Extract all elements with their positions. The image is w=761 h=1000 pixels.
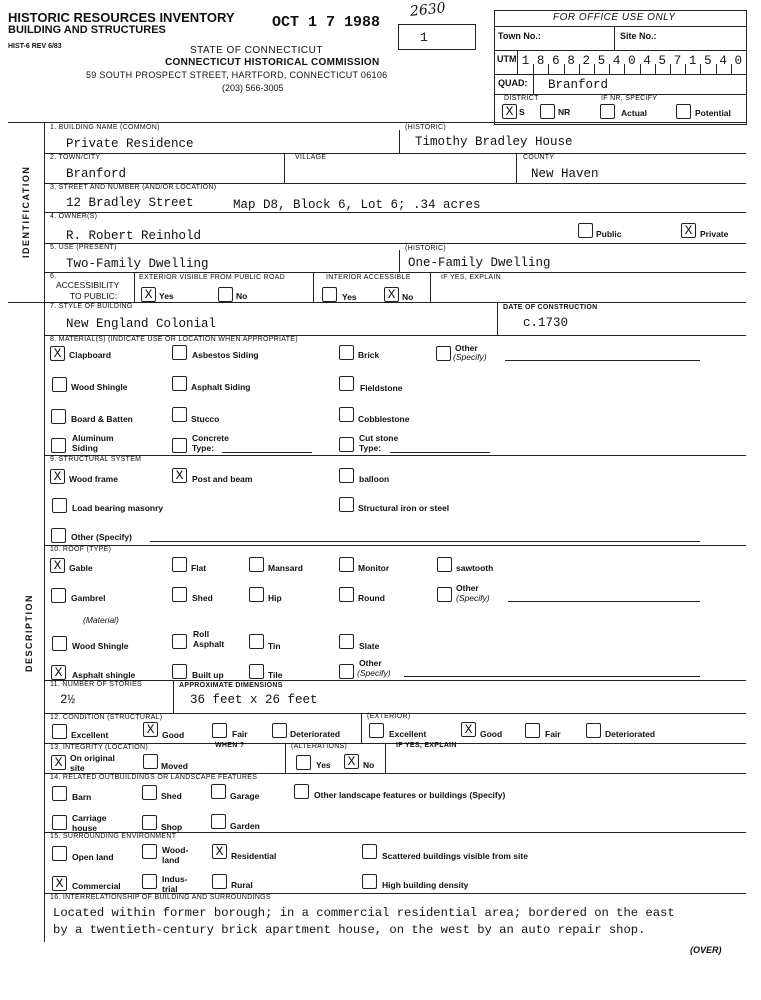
ext-excellent-label: Excellent <box>389 729 427 739</box>
material-other-label: Other <box>455 343 478 353</box>
structural-other-checkbox[interactable] <box>51 528 66 543</box>
form-subtitle: BUILDING AND STRUCTURES <box>8 24 166 36</box>
ext-good-label: Good <box>480 729 503 739</box>
utm-digit: 4 <box>719 54 727 68</box>
scattered-buildings-label: Scattered buildings visible from site <box>382 851 528 861</box>
industrial-label: Indus- <box>162 874 188 884</box>
flat-label: Flat <box>191 563 207 573</box>
use-historic-label: (HISTORIC) <box>405 245 446 252</box>
utm-cell-divider <box>594 64 595 74</box>
original-site-label: On original <box>70 753 115 763</box>
nr-actual-label: Actual <box>621 108 647 118</box>
int-no-checkbox[interactable]: X <box>384 287 399 302</box>
residential-label: Residential <box>231 851 277 861</box>
received-date-stamp: OCT 1 7 1988 <box>272 14 381 31</box>
rural-label: Rural <box>231 880 253 890</box>
village-label: VILLAGE <box>295 154 327 161</box>
utm-digit: 5 <box>658 54 667 68</box>
utm-digit: 6 <box>552 54 560 68</box>
style-value: New England Colonial <box>66 317 217 331</box>
round-checkbox[interactable] <box>339 587 354 602</box>
ext-deteriorated-label: Deteriorated <box>605 729 656 739</box>
street-value: 12 Bradley Street <box>66 196 194 210</box>
nr-actual-checkbox[interactable] <box>600 104 615 119</box>
tile-label: Tile <box>268 670 283 680</box>
brick-label: Brick <box>358 350 380 360</box>
map-block-lot: Map D8, Block 6, Lot 6; .34 acres <box>233 198 481 212</box>
int-yes-checkbox[interactable] <box>322 287 337 302</box>
other-landscape-checkbox[interactable] <box>294 784 309 799</box>
wood-frame-checkbox[interactable]: X <box>50 469 65 484</box>
industrial-label-2: trial <box>162 884 178 894</box>
field12-label: 12. CONDITION (STRUCTURAL) <box>50 714 163 721</box>
field6-label: 6. <box>50 273 57 280</box>
balloon-checkbox[interactable] <box>339 468 354 483</box>
asphalt-shingle-label: Asphalt shingle <box>72 670 136 680</box>
utm-cell-divider <box>700 64 701 74</box>
original-site-checkbox[interactable]: X <box>51 755 66 770</box>
hip-label: Hip <box>268 593 282 603</box>
interior-accessible-label: INTERIOR ACCESSIBLE <box>326 274 411 281</box>
alterations-yes-checkbox[interactable] <box>296 755 311 770</box>
exterior-visible-label: EXTERIOR VISIBLE FROM PUBLIC ROAD <box>139 274 286 281</box>
use-historic-value: One-Family Dwelling <box>408 256 551 270</box>
quad-label: QUAD: <box>498 78 528 88</box>
struct-excellent-checkbox[interactable] <box>52 724 67 739</box>
asphalt-siding-label: Asphalt Siding <box>191 382 251 392</box>
commercial-checkbox[interactable]: X <box>52 876 67 891</box>
utm-cell-divider <box>533 64 534 74</box>
owner-value: R. Robert Reinhold <box>66 229 202 243</box>
utm-digit: 0 <box>628 54 636 68</box>
utm-cell-divider <box>609 64 610 74</box>
roof-wood-shingle-label: Wood Shingle <box>72 641 129 651</box>
ext-fair-checkbox[interactable] <box>525 723 540 738</box>
utm-cell-divider <box>655 64 656 74</box>
utm-cell-divider <box>579 64 580 74</box>
clapboard-label: Clapboard <box>69 350 112 360</box>
moved-checkbox[interactable] <box>143 754 158 769</box>
roof-wood-shingle-checkbox[interactable] <box>52 636 67 651</box>
mansard-label: Mansard <box>268 563 303 573</box>
carriage-house-checkbox[interactable] <box>52 815 67 830</box>
tin-checkbox[interactable] <box>249 634 264 649</box>
field3-label: 3. STREET AND NUMBER (AND/OR LOCATION) <box>50 184 217 191</box>
roof-material-other-checkbox[interactable] <box>339 664 354 679</box>
field9-label: 9. STRUCTURAL SYSTEM <box>50 456 142 463</box>
other-landscape-label: Other landscape features or buildings (Specify) <box>314 790 506 800</box>
moved-label: Moved <box>161 761 188 771</box>
board-batten-checkbox[interactable] <box>51 409 66 424</box>
field1-label: 1. BUILDING NAME (COMMON) <box>50 124 160 131</box>
utm-cell-divider <box>670 64 671 74</box>
district-nr-label: NR <box>558 107 571 117</box>
round-label: Round <box>358 593 385 603</box>
ext-good-checkbox[interactable]: X <box>461 722 476 737</box>
struct-good-label: Good <box>162 730 185 740</box>
handwritten-number: 2630 <box>409 0 447 20</box>
county-value: New Haven <box>531 167 599 181</box>
outbuilding-shed-checkbox[interactable] <box>142 785 157 800</box>
cut-stone-label: Cut stone <box>359 433 399 443</box>
gable-label: Gable <box>69 563 93 573</box>
dimensions-label: APPROXIMATE DIMENSIONS <box>179 682 283 689</box>
form-number: HIST-6 REV 6/83 <box>8 43 62 50</box>
cobblestone-checkbox[interactable] <box>339 407 354 422</box>
shop-checkbox[interactable] <box>142 815 157 830</box>
material-other-checkbox[interactable] <box>436 346 451 361</box>
quad-value: Branford <box>548 78 609 92</box>
ext-excellent-checkbox[interactable] <box>369 723 384 738</box>
building-name-historic: Timothy Bradley House <box>415 135 573 149</box>
utm-cell-divider <box>731 64 732 74</box>
asphalt-shingle-checkbox[interactable]: X <box>51 665 66 680</box>
access-explain-label: IF YES, EXPLAIN <box>441 274 502 281</box>
utm-label: UTM <box>497 54 517 64</box>
roll-label: Roll <box>193 629 210 639</box>
woodland-label-2: land <box>162 855 180 865</box>
town-no-label: Town No.: <box>498 31 541 41</box>
roof-material-other-label: Other <box>359 658 382 668</box>
sawtooth-checkbox[interactable] <box>437 557 452 572</box>
shop-label: Shop <box>161 822 183 832</box>
cobblestone-label: Cobblestone <box>358 414 410 424</box>
utm-digit: 2 <box>582 54 591 68</box>
balloon-label: balloon <box>359 474 390 484</box>
tile-checkbox[interactable] <box>249 664 264 679</box>
aluminum-label: Aluminum <box>72 433 114 443</box>
tin-label: Tin <box>268 641 281 651</box>
historic-name-label: (HISTORIC) <box>405 124 446 131</box>
load-bearing-checkbox[interactable] <box>52 498 67 513</box>
garage-label: Garage <box>230 791 260 801</box>
owner-private-checkbox[interactable]: X <box>681 223 696 238</box>
description-section-label: DESCRIPTION <box>24 593 34 672</box>
nr-potential-checkbox[interactable] <box>676 104 691 119</box>
owner-public-label: Public <box>596 229 622 239</box>
form-title: HISTORIC RESOURCES INVENTORY <box>8 10 235 25</box>
barn-label: Barn <box>72 792 92 802</box>
struct-deteriorated-label: Deteriorated <box>290 729 341 739</box>
commission-phone: (203) 566-3005 <box>222 83 284 93</box>
interrelationship-text: Located within former borough; in a commercial residential area; bordered on the east by a twentieth-century brick apartment house, on the west by an auto repair shop. <box>53 906 675 937</box>
nr-specify-label: IF NR, SPECIFY <box>601 95 658 102</box>
concrete-label: Concrete <box>192 433 229 443</box>
field16-label: 16. INTERRELATIONSHIP OF BUILDING AND SURROUNDINGS <box>50 894 271 901</box>
industrial-checkbox[interactable] <box>142 874 157 889</box>
alterations-yes-label: Yes <box>316 760 331 770</box>
high-density-checkbox[interactable] <box>362 874 377 889</box>
owner-public-checkbox[interactable] <box>578 223 593 238</box>
stucco-label: Stucco <box>191 414 220 424</box>
ext-no-label: No <box>236 291 248 301</box>
roof-material-specify-label: (Specify) <box>357 668 391 678</box>
roof-other-checkbox[interactable] <box>437 587 452 602</box>
utm-digit: 8 <box>536 54 545 68</box>
monitor-checkbox[interactable] <box>339 557 354 572</box>
open-land-checkbox[interactable] <box>52 846 67 861</box>
alterations-no-checkbox[interactable]: X <box>344 754 359 769</box>
page-number: 1 <box>420 30 428 45</box>
wood-shingle-checkbox[interactable] <box>52 377 67 392</box>
field13-label: 13. INTEGRITY (LOCATION) <box>50 744 148 751</box>
post-beam-checkbox[interactable]: X <box>172 468 187 483</box>
date-construction-value: c.1730 <box>523 316 569 330</box>
over-label: (OVER) <box>690 945 722 955</box>
utm-digit: 5 <box>704 54 712 68</box>
field11-label: 11. NUMBER OF STORIES <box>50 681 143 688</box>
owner-private-label: Private <box>700 229 729 239</box>
date-construction-label: DATE OF CONSTRUCTION <box>503 304 598 311</box>
field5-label: 5. USE (PRESENT) <box>50 244 117 251</box>
utm-digit: 8 <box>567 54 575 68</box>
ext-no-checkbox[interactable] <box>218 287 233 302</box>
identification-section-label: IDENTIFICATION <box>21 165 31 258</box>
district-nr-checkbox[interactable] <box>540 104 555 119</box>
struct-excellent-label: Excellent <box>71 730 109 740</box>
nr-potential-label: Potential <box>695 108 731 118</box>
mansard-checkbox[interactable] <box>249 557 264 572</box>
district-label: DISTRICT <box>504 95 539 102</box>
accessibility-label: ACCESSIBILITY <box>56 280 120 290</box>
wood-shingle-label: Wood Shingle <box>71 382 128 392</box>
commission-address: 59 SOUTH PROSPECT STREET, HARTFORD, CONNECTICUT 06106 <box>86 70 388 80</box>
field15-label: 15. SURROUNDING ENVIRONMENT <box>50 833 177 840</box>
post-beam-label: Post and beam <box>192 474 253 484</box>
page-number-box <box>398 24 476 50</box>
stories-value: 2½ <box>60 693 76 707</box>
int-no-label: No <box>402 292 414 302</box>
utm-digit: 0 <box>734 54 743 68</box>
county-label: COUNTY <box>523 154 555 161</box>
roof-material-label: (Material) <box>83 615 119 625</box>
barn-checkbox[interactable] <box>52 786 67 801</box>
structural-iron-label: Structural iron or steel <box>358 503 450 513</box>
ext-deteriorated-checkbox[interactable] <box>586 723 601 738</box>
commission-heading: CONNECTICUT HISTORICAL COMMISSION <box>165 57 380 68</box>
use-present-value: Two-Family Dwelling <box>66 257 209 271</box>
utm-cell-divider <box>564 64 565 74</box>
flat-checkbox[interactable] <box>172 557 187 572</box>
open-land-label: Open land <box>72 852 114 862</box>
concrete-type-label: Type: <box>192 443 215 453</box>
shed-roof-checkbox[interactable] <box>172 587 187 602</box>
town-value: Branford <box>66 167 127 181</box>
outbuilding-shed-label: Shed <box>161 791 182 801</box>
utm-digit: 1 <box>688 54 697 68</box>
concrete-checkbox[interactable] <box>172 438 187 453</box>
utm-digit: 5 <box>597 54 606 68</box>
fieldstone-checkbox[interactable] <box>339 376 354 391</box>
field14-label: 14. RELATED OUTBUILDINGS OR LANDSCAPE FEATURES <box>50 774 258 781</box>
slate-checkbox[interactable] <box>339 634 354 649</box>
gable-checkbox[interactable]: X <box>50 558 65 573</box>
hip-checkbox[interactable] <box>249 587 264 602</box>
slate-label: Slate <box>359 641 380 651</box>
roll-asphalt-checkbox[interactable] <box>172 634 187 649</box>
to-public-label: TO PUBLIC: <box>70 291 118 301</box>
asbestos-label: Asbestos Siding <box>192 350 259 360</box>
site-no-label: Site No.: <box>620 31 657 41</box>
structural-other-label: Other (Specify) <box>71 532 132 542</box>
board-batten-label: Board & Batten <box>71 414 133 424</box>
residential-checkbox[interactable]: X <box>212 844 227 859</box>
utm-digit: 1 <box>521 54 530 68</box>
field10-label: 10. ROOF (TYPE) <box>50 546 112 553</box>
when-label: WHEN ? <box>215 742 245 749</box>
wood-frame-label: Wood frame <box>69 474 118 484</box>
roof-specify-label: (Specify) <box>456 593 490 603</box>
original-site-label-2: site <box>70 763 85 773</box>
stucco-checkbox[interactable] <box>172 407 187 422</box>
office-use-title: FOR OFFICE USE ONLY <box>553 12 676 23</box>
exterior-condition-label: (EXTERIOR) <box>367 713 411 720</box>
scattered-buildings-checkbox[interactable] <box>362 844 377 859</box>
built-up-checkbox[interactable] <box>172 664 187 679</box>
woodland-checkbox[interactable] <box>142 844 157 859</box>
utm-digit: 4 <box>612 54 621 68</box>
aluminum-checkbox[interactable] <box>51 438 66 453</box>
field2-label: 2. TOWN/CITY <box>50 154 101 161</box>
ext-yes-label: Yes <box>159 291 174 301</box>
alterations-no-label: No <box>363 760 375 770</box>
struct-fair-checkbox[interactable] <box>212 723 227 738</box>
garage-checkbox[interactable] <box>211 784 226 799</box>
structural-iron-checkbox[interactable] <box>339 497 354 512</box>
fieldstone-label: Fieldstone <box>360 383 403 393</box>
rural-checkbox[interactable] <box>212 874 227 889</box>
roof-other-label: Other <box>456 583 479 593</box>
asphalt-siding-checkbox[interactable] <box>172 376 187 391</box>
field4-label: 4. OWNER(S) <box>50 213 98 220</box>
asbestos-checkbox[interactable] <box>172 345 187 360</box>
alterations-label: (ALTERATIONS) <box>291 743 348 750</box>
state-heading: STATE OF CONNECTICUT <box>190 45 323 56</box>
field7-label: 7. STYLE OF BUILDING <box>50 303 133 310</box>
cut-stone-type-label: Type: <box>359 443 382 453</box>
field8-label: 8. MATERIAL(S) (INDICATE USE OR LOCATION WHEN APPROPRIATE) <box>50 336 298 343</box>
utm-digit: 4 <box>643 54 651 68</box>
roll-asphalt-label: Asphalt <box>193 639 225 649</box>
garden-label: Garden <box>230 821 260 831</box>
load-bearing-label: Load bearing masonry <box>72 503 164 513</box>
commercial-label: Commercial <box>72 881 121 891</box>
garden-checkbox[interactable] <box>211 814 226 829</box>
carriage-house-label: house <box>72 823 98 833</box>
utm-cell-divider <box>685 64 686 74</box>
ext-yes-checkbox[interactable]: X <box>141 287 156 302</box>
struct-deteriorated-checkbox[interactable] <box>272 723 287 738</box>
building-name-common: Private Residence <box>66 137 194 151</box>
cut-stone-checkbox[interactable] <box>339 437 354 452</box>
utm-digit: 7 <box>673 54 682 68</box>
monitor-label: Monitor <box>358 563 390 573</box>
struct-good-checkbox[interactable]: X <box>143 722 158 737</box>
utm-cell-divider <box>548 64 549 74</box>
utm-cell-divider <box>624 64 625 74</box>
dimensions-value: 36 feet x 26 feet <box>190 693 318 707</box>
utm-cell-divider <box>716 64 717 74</box>
gambrel-checkbox[interactable] <box>51 588 66 603</box>
utm-cell-divider <box>640 64 641 74</box>
carriage-label: Carriage <box>72 813 107 823</box>
integrity-explain-label: IF YES, EXPLAIN <box>396 742 457 749</box>
ext-fair-label: Fair <box>545 729 561 739</box>
struct-fair-label: Fair <box>232 729 248 739</box>
aluminum-siding-label: Siding <box>72 443 98 453</box>
gambrel-label: Gambrel <box>71 593 106 603</box>
woodland-label: Wood- <box>162 845 189 855</box>
district-s-checkbox[interactable]: X <box>502 104 517 119</box>
material-specify-label: (Specify) <box>453 352 487 362</box>
brick-checkbox[interactable] <box>339 345 354 360</box>
high-density-label: High building density <box>382 880 469 890</box>
shed-roof-label: Shed <box>192 593 213 603</box>
clapboard-checkbox[interactable]: X <box>50 346 65 361</box>
district-s-label: S <box>519 107 525 117</box>
sawtooth-label: sawtooth <box>456 563 494 573</box>
int-yes-label: Yes <box>342 292 357 302</box>
built-up-label: Built up <box>192 670 224 680</box>
